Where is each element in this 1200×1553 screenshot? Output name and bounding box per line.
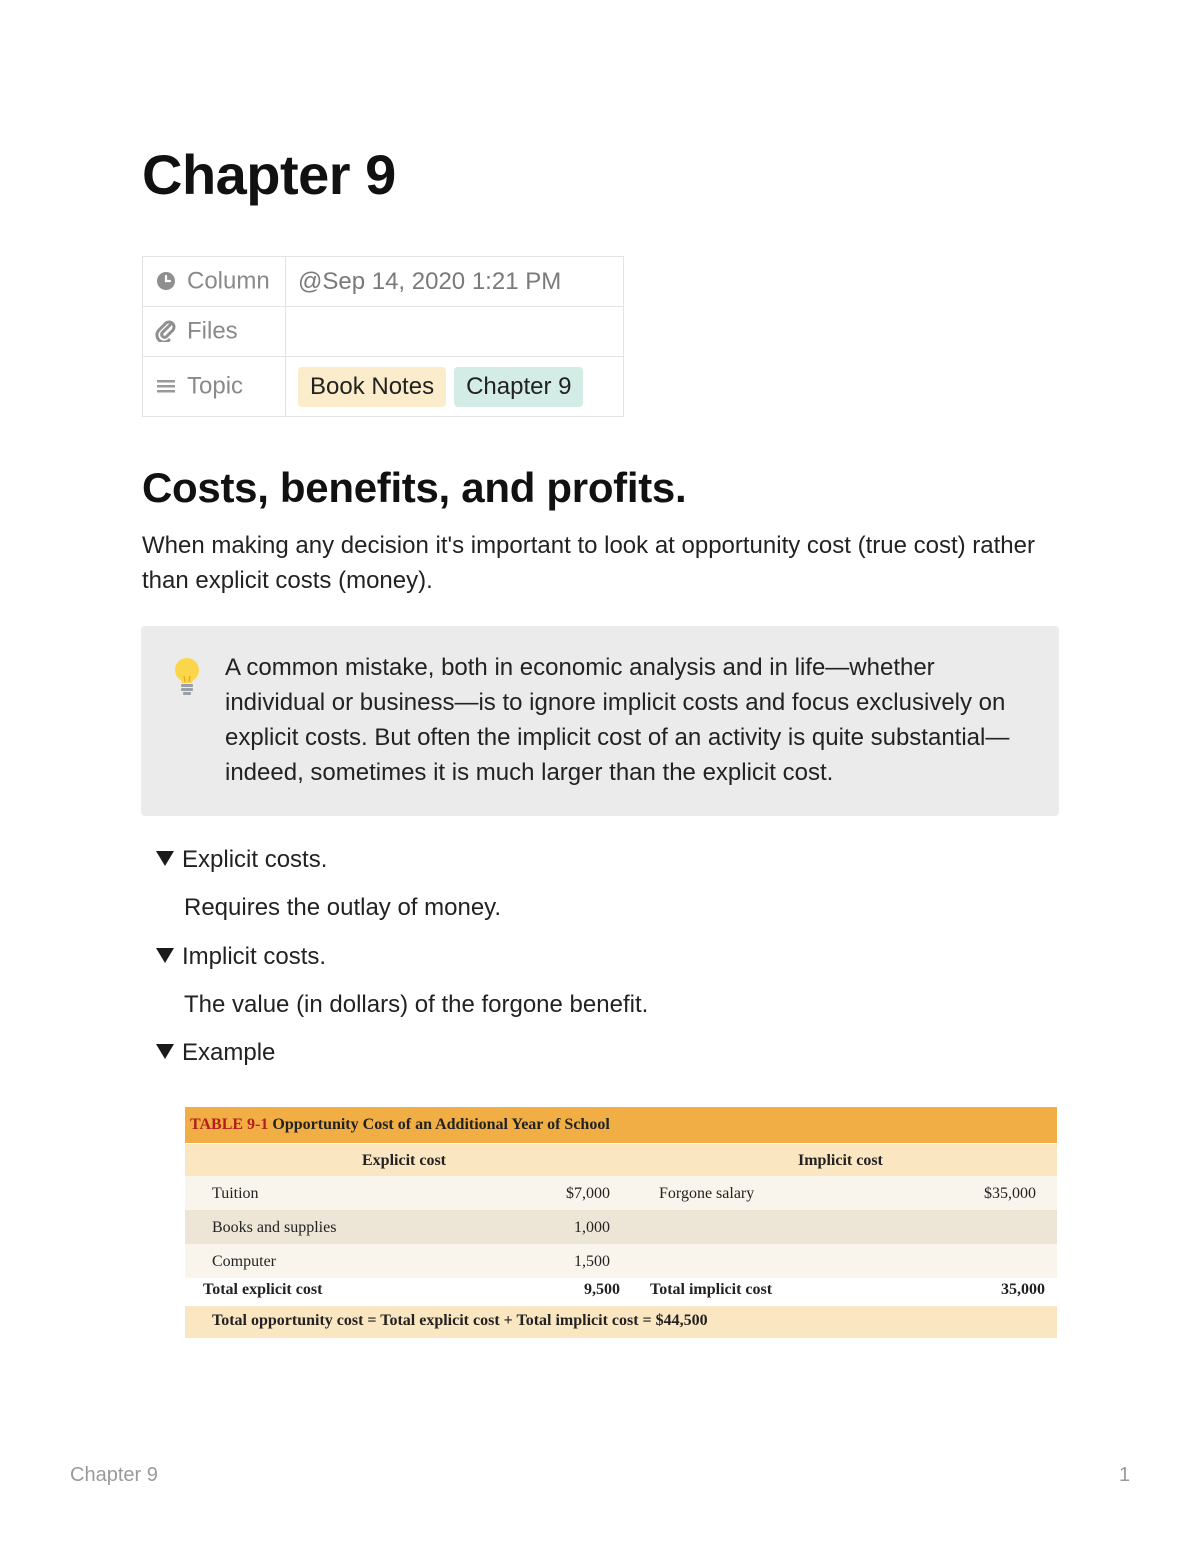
table-grand-total-row: Total opportunity cost = Total explicit cost + Total implicit cost = $44,500 [185, 1306, 1057, 1338]
triangle-down-icon[interactable] [156, 851, 174, 866]
header-implicit-cost: Implicit cost [798, 1152, 883, 1169]
table-number: TABLE 9-1 [190, 1116, 269, 1133]
table-header-row [185, 1144, 1057, 1176]
toggle-example[interactable] [156, 1039, 275, 1067]
toggle-label: Implicit costs. [182, 943, 327, 970]
properties-table [142, 256, 624, 417]
clock-icon [155, 270, 177, 292]
triangle-down-icon[interactable] [156, 948, 174, 963]
table-title-bar [185, 1107, 1057, 1143]
example-table-image [185, 1107, 1057, 1338]
toggle-label: Explicit costs. [182, 846, 328, 873]
property-value-topic[interactable] [286, 357, 624, 417]
table-row: Tuition $7,000 Forgone salary $35,000 [185, 1176, 1057, 1210]
table-row: Books and supplies 1,000 [185, 1210, 1057, 1244]
footer-page-number: 1 [1119, 1464, 1131, 1486]
toggle-explicit-costs[interactable] [156, 846, 327, 874]
page-title: Chapter 9 [142, 143, 396, 206]
callout [141, 626, 1059, 816]
property-row-topic [143, 357, 624, 417]
property-row-files [143, 307, 624, 357]
header-explicit-cost: Explicit cost [362, 1152, 446, 1169]
paperclip-icon [155, 320, 177, 342]
property-name-files: Files [143, 307, 286, 357]
list-icon [155, 375, 177, 397]
table-total-row: Total explicit cost 9,500 Total implicit cost 35,000 [185, 1278, 1057, 1304]
section-heading: Costs, benefits, and profits. [142, 464, 687, 511]
property-value-files[interactable] [286, 307, 624, 357]
intro-paragraph: When making any decision it's important to look at opportunity cost (true cost) rather than explicit costs (money). [142, 532, 1035, 594]
tag-book-notes[interactable]: Book Notes [298, 367, 446, 407]
property-value-column[interactable]: @Sep 14, 2020 1:21 PM [286, 257, 624, 307]
property-row-column [143, 257, 624, 307]
footer-doc-name: Chapter 9 [70, 1464, 158, 1486]
toggle-body-explicit: Requires the outlay of money. [184, 894, 502, 921]
lightbulb-icon [171, 656, 203, 698]
callout-text: A common mistake, both in economic analysis and in life—whether individual or business—is to ignore implicit costs and focus exclusively on explicit costs. But often the implicit cost of an activity is quite substantial—indeed, sometimes it is much larger than the explicit cost. [225, 654, 1010, 786]
toggle-implicit-costs[interactable] [156, 943, 326, 971]
triangle-down-icon[interactable] [156, 1044, 174, 1059]
toggle-body-implicit: The value (in dollars) of the forgone benefit. [184, 991, 649, 1018]
table-row: Computer 1,500 [185, 1244, 1057, 1278]
property-name-topic: Topic [143, 357, 286, 417]
property-name-column: Column [143, 257, 286, 307]
tag-chapter-9[interactable]: Chapter 9 [454, 367, 583, 407]
toggle-label: Example [182, 1039, 276, 1066]
table-title: Opportunity Cost of an Additional Year of School [272, 1116, 610, 1133]
